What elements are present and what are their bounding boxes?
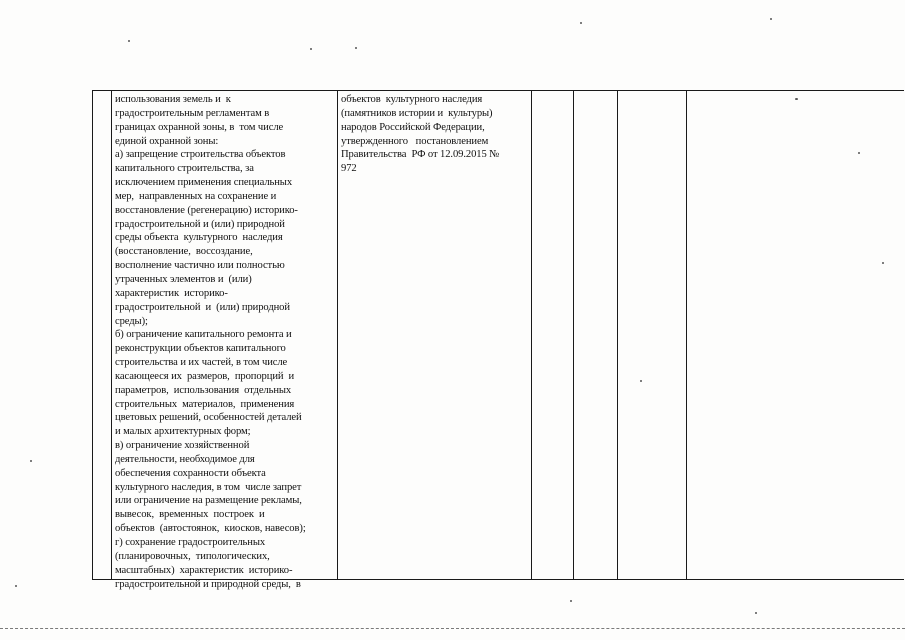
scan-speck bbox=[755, 612, 757, 614]
document-table bbox=[92, 90, 904, 590]
scan-speck bbox=[770, 18, 772, 20]
column-divider bbox=[617, 91, 618, 579]
table-cell-restrictions-text: использования земель и к градостроительным регламентам в границах охранной зоны, в том числе единой охранной зоны: а) запрещение строительства объектов капитального строительства, за исключением применения специальных мер, направленных на сохранение и восстановление (регенерацию) историко- градостроительной и (или) природной среды объекта культурного наследия (восстановление, воссоздание, восполнение частично или полностью утраченных элементов и (или) характеристик историко- градостроительной и (или) природной среды); б) ограничение капитального ремонта и реконструкции объектов капитального строительства и их частей, в том числе касающееся их размеров, пропорций и параметров, использования отдельных строительных материалов, применения цветовых решений, особенностей деталей и малых архитектурных форм; в) ограничение хозяйственной деятельности, необходимое для обеспечения сохранности объекта культурного наследия, в том числе запрет или ограничение на размещение рекламы, вывесок, временных построек и объектов (автостоянок, киосков, навесов); г) сохранение градостроительных (планировочных, типологических, масштабных) характеристик историко- градостроительной и природной среды, в bbox=[115, 94, 306, 590]
scan-bottom-edge bbox=[0, 628, 905, 629]
scan-speck bbox=[310, 48, 312, 50]
column-divider bbox=[686, 91, 687, 579]
scan-speck bbox=[128, 40, 130, 42]
column-divider bbox=[337, 91, 338, 579]
scan-speck bbox=[580, 22, 582, 24]
scan-speck bbox=[355, 47, 357, 49]
scan-speck bbox=[882, 262, 884, 264]
scan-speck bbox=[570, 600, 572, 602]
column-divider bbox=[111, 91, 112, 579]
scan-speck bbox=[30, 460, 32, 462]
scan-speck bbox=[15, 585, 17, 587]
scan-speck bbox=[640, 380, 642, 382]
scan-speck bbox=[858, 152, 860, 154]
column-divider bbox=[531, 91, 532, 579]
scan-speck bbox=[795, 98, 798, 100]
table-cell-legal-basis-text: объектов культурного наследия (памятников истории и культуры) народов Российской Федерации, утвержденного постановлением Правительства РФ от 12.09.2015 № 972 bbox=[341, 94, 500, 175]
column-divider bbox=[573, 91, 574, 579]
